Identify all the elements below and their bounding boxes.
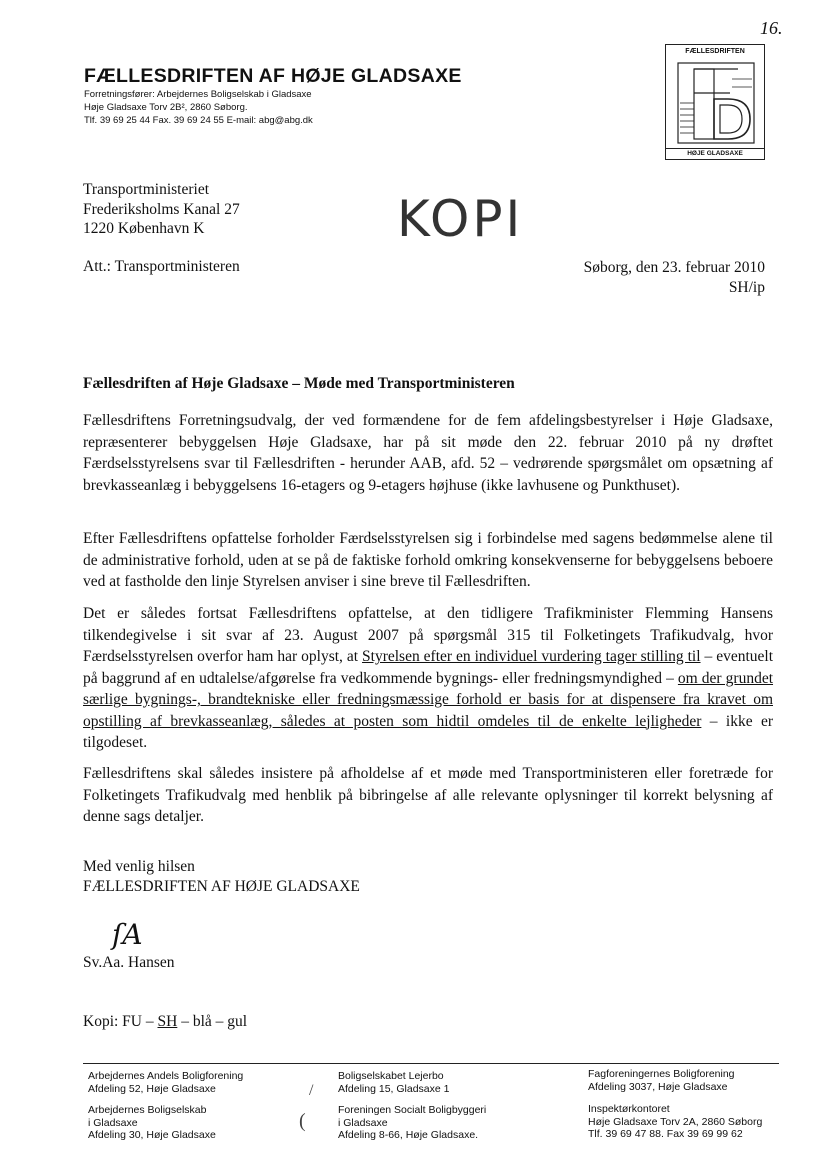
footer-line: Afdeling 30, Høje Gladsaxe bbox=[88, 1129, 216, 1141]
footer-pen-mark: ( bbox=[299, 1110, 306, 1132]
footer-line: i Gladsaxe bbox=[338, 1116, 388, 1129]
footer-inspector-office bbox=[588, 1103, 762, 1141]
body-paragraph-4: Fællesdriftens skal således insistere på afholdelse af et møde med Transportministeren eller foretræde for Folketingets Trafikudvalg med henblik på bibringelse af alle relevante oplysninger til korrekt belysning af denne sags detaljer. bbox=[83, 765, 773, 825]
letterhead-line-contact: Tlf. 39 69 25 44 Fax. 39 69 24 55 E-mail: abg@abg.dk bbox=[84, 115, 313, 126]
footer-line: Arbejdernes Boligselskab bbox=[88, 1104, 207, 1116]
page-number-handwritten: 16. bbox=[760, 18, 783, 38]
footer-divider bbox=[83, 1063, 779, 1064]
footer-member-2 bbox=[88, 1104, 216, 1142]
footer-line: Fagforeningernes Boligforening bbox=[588, 1068, 735, 1080]
letterhead-line-manager: Forretningsfører: Arbejdernes Boligselskab i Gladsaxe bbox=[84, 89, 312, 100]
p3-text-a: Det er således fortsat Fællesdriftens opfattelse, at den tidligere Trafikminister Flemming Hansens tilkendegivelse i sit svar af 23. August 2007 på spørgsmål 315 til Folketingets Trafikudvalg, hvor Færdselsstyrelsen overfor ham har oplyst, at bbox=[83, 605, 773, 665]
footer-line: Afdeling 52, Høje Gladsaxe bbox=[88, 1082, 216, 1095]
p3-underlined-1: Styrelsen efter en individuel vurdering tager stilling til bbox=[362, 648, 701, 665]
recipient-line: 1220 København K bbox=[83, 220, 205, 237]
footer-line: i Gladsaxe bbox=[88, 1116, 138, 1129]
p3-text-c: – ikke er tilgodeset. bbox=[83, 712, 774, 751]
footer-line: Tlf. 39 69 47 88. Fax 39 69 99 62 bbox=[588, 1128, 743, 1140]
footer-line: Høje Gladsaxe Torv 2A, 2860 Søborg bbox=[588, 1115, 763, 1128]
place-date: Søborg, den 23. februar 2010 bbox=[583, 259, 765, 276]
closing-block bbox=[83, 857, 360, 896]
footer-member-3 bbox=[338, 1070, 450, 1095]
footer-member-4 bbox=[338, 1104, 486, 1142]
footer-line: Afdeling 3037, Høje Gladsaxe bbox=[588, 1080, 728, 1093]
footer-line: Foreningen Socialt Boligbyggeri bbox=[338, 1104, 487, 1116]
footer-line: Arbejdernes Andels Boligforening bbox=[88, 1070, 244, 1082]
signer-name: Sv.Aa. Hansen bbox=[83, 954, 175, 971]
recipient-line: Transportministeriet bbox=[83, 181, 210, 198]
p3-text-b: – eventuelt på baggrund af en udtalelse/afgørelse fra vedkommende bygnings- eller fredningsmyndighed – bbox=[83, 648, 774, 687]
footer-line: Boligselskabet Lejerbo bbox=[338, 1070, 444, 1082]
footer-line: Afdeling 15, Gladsaxe 1 bbox=[338, 1082, 450, 1095]
fd-logo bbox=[665, 44, 765, 160]
body-paragraph-3 bbox=[83, 603, 773, 754]
copy-suffix: – blå – gul bbox=[177, 1013, 248, 1030]
p3-underlined-2: om der grundet særlige bygnings-, brandtekniske eller fredningsmæssige forhold er basis for at dispensere fra kravet om opstilling af brevkasseanlæg, således at posten som hidtil omdeles til de enkelte lejligheder bbox=[83, 669, 774, 730]
recipient-address bbox=[83, 180, 240, 239]
reference-initials: SH/ip bbox=[728, 278, 765, 296]
copy-sh: SH bbox=[157, 1013, 178, 1030]
body-paragraph-1: Fællesdriftens Forretningsudvalg, der ved formændene for de fem afdelingsbestyrelser i Høje Gladsaxe, repræsenterer bebyggelsen Høje Gladsaxe, har på sit møde den 22. februar 2010 på ny drøftet Færdselsstyrelsens svar til Fællesdriften - herunder AAB, afd. 52 – vedrørende spørgsmålet om opsætning af brevkasseanlæg i bebyggelsens 16-etagers og 9-etagers højhuse (ikke lavhusene og Punkthuset). bbox=[83, 412, 773, 494]
logo-bottom-text: HØJE GLADSAXE bbox=[666, 148, 764, 157]
attention-line: Att.: Transportministeren bbox=[83, 258, 240, 275]
footer-pen-mark: / bbox=[309, 1082, 314, 1099]
recipient-line: Frederiksholms Kanal 27 bbox=[83, 200, 240, 218]
handwritten-signature: ſA bbox=[112, 918, 143, 951]
letterhead-title: FÆLLESDRIFTEN AF HØJE GLADSAXE bbox=[84, 65, 462, 87]
greeting: Med venlig hilsen bbox=[83, 858, 195, 875]
body-paragraph-2: Efter Fællesdriftens opfattelse forholder Færdselsstyrelsen sig i forbindelse med sagens bedømmelse alene til de administrative forhold, uden at se på de faktiske forhold omkring konsekvenserne for bebyggelsens beboere ved at fastholde den linje Styrelsen anviser i sine breve til Fællesdriften. bbox=[83, 530, 773, 590]
logo-top-text: FÆLLESDRIFTEN bbox=[685, 48, 745, 55]
copy-prefix: Kopi: FU – bbox=[83, 1013, 158, 1030]
kopi-stamp: KOPI bbox=[397, 190, 524, 248]
letter-subject: Fællesdriften af Høje Gladsaxe – Møde med Transportministeren bbox=[83, 375, 515, 392]
fd-monogram-icon bbox=[672, 59, 760, 147]
closing-org: FÆLLESDRIFTEN AF HØJE GLADSAXE bbox=[83, 877, 360, 895]
copy-distribution bbox=[83, 1013, 247, 1031]
footer-line: Afdeling 8-66, Høje Gladsaxe. bbox=[338, 1129, 479, 1141]
footer-line: Inspektørkontoret bbox=[588, 1103, 670, 1115]
letterhead-line-address: Høje Gladsaxe Torv 2B², 2860 Søborg. bbox=[84, 102, 248, 113]
footer-member-5 bbox=[588, 1068, 735, 1093]
dateline bbox=[584, 258, 765, 297]
footer-member-1 bbox=[88, 1070, 243, 1095]
